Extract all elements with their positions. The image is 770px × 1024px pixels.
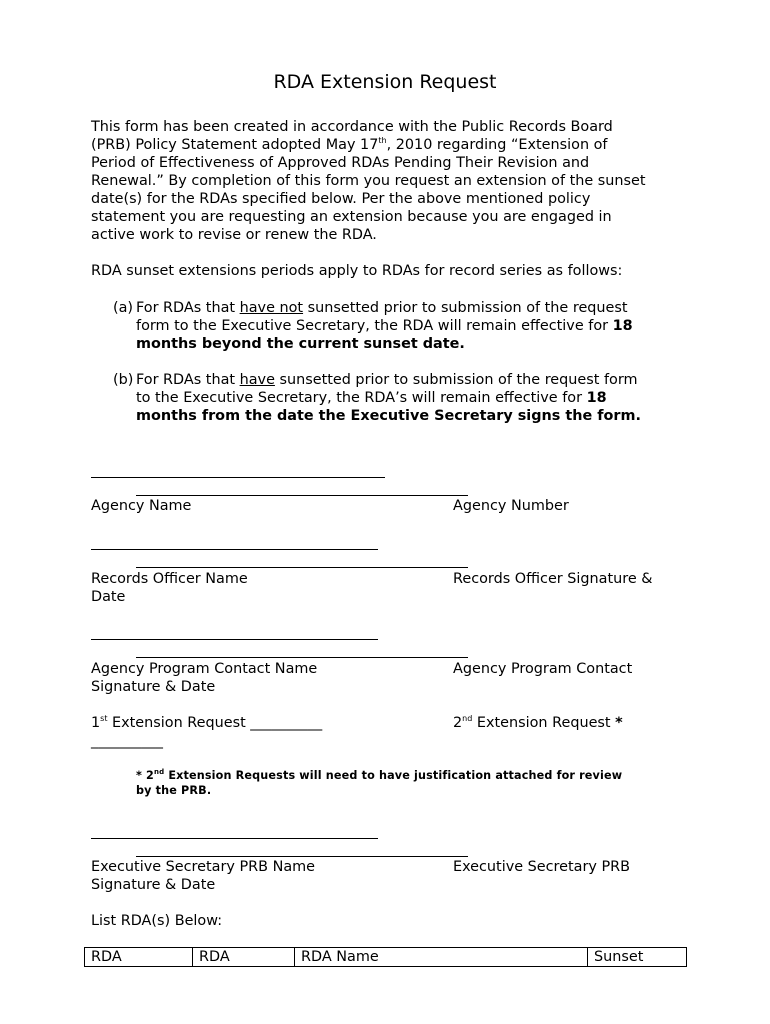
records-officer-signature-line[interactable] bbox=[136, 567, 468, 568]
intro-line: (PRB) Policy Statement adopted May 17th, 2010 regarding “Extension of bbox=[91, 136, 608, 153]
exec-secretary-signature-line[interactable] bbox=[136, 856, 468, 857]
intro-paragraph bbox=[91, 118, 686, 244]
program-contact-name-line[interactable] bbox=[91, 639, 378, 640]
apply-text: RDA sunset extensions periods apply to RDAs for record series as follows: bbox=[91, 263, 623, 279]
intro-line: Period of Effectiveness of Approved RDAs Pending Their Revision and bbox=[91, 155, 590, 171]
records-officer-signature-label: Records Officer Signature & bbox=[453, 571, 653, 587]
agency-name-line[interactable] bbox=[91, 477, 385, 478]
table-header-cell: RDA bbox=[193, 948, 295, 967]
agency-number-label: Agency Number bbox=[453, 498, 569, 514]
program-contact-label: Agency Program Contact bbox=[453, 661, 633, 677]
intro-line: Renewal.” By completion of this form you request an extension of the sunset bbox=[91, 173, 646, 189]
exec-secretary-signature-label: Signature & Date bbox=[91, 877, 216, 893]
table-header-cell: Sunset bbox=[588, 948, 687, 967]
second-extension-request[interactable]: 2nd Extension Request * bbox=[453, 714, 623, 731]
page-title: RDA Extension Request bbox=[273, 71, 497, 93]
second-request-note: * 2nd Extension Requests will need to have justification attached for review by the PRB. bbox=[136, 768, 623, 797]
item-marker: (a) bbox=[113, 300, 134, 316]
exec-secretary-name-line[interactable] bbox=[91, 838, 378, 839]
intro-line: date(s) for the RDAs specified below. Per the above mentioned policy bbox=[91, 191, 591, 207]
records-officer-name-line[interactable] bbox=[91, 549, 378, 550]
item-b-text: For RDAs that have sunsetted prior to submission of the request form to the Executive Secretary, the RDA’s will remain effective for 18 months from the date the Executive Secretary signs the form. bbox=[136, 372, 641, 424]
rda-table bbox=[84, 947, 687, 967]
intro-line: statement you are requesting an extension because you are engaged in bbox=[91, 209, 612, 225]
table-header-cell: RDA Name bbox=[295, 948, 588, 967]
exec-secretary-label: Executive Secretary PRB bbox=[453, 859, 631, 875]
list-rda-label: List RDA(s) Below: bbox=[91, 913, 223, 929]
program-contact-name-label: Agency Program Contact Name bbox=[91, 661, 318, 677]
intro-line: active work to revise or renew the RDA. bbox=[91, 227, 377, 243]
table-header-row bbox=[85, 948, 687, 967]
table-header-cell: RDA bbox=[85, 948, 193, 967]
item-marker: (b) bbox=[113, 372, 134, 388]
intro-line: This form has been created in accordance with the Public Records Board bbox=[91, 119, 613, 135]
first-extension-request-cont[interactable]: __________ bbox=[91, 733, 163, 749]
item-a-text: For RDAs that have not sunsetted prior to submission of the request form to the Executive Secretary, the RDA will remain effective for 18 months beyond the current sunset date. bbox=[136, 300, 633, 352]
exec-secretary-name-label: Executive Secretary PRB Name bbox=[91, 859, 316, 875]
agency-number-line[interactable] bbox=[136, 495, 468, 496]
program-contact-signature-label: Signature & Date bbox=[91, 679, 216, 695]
records-officer-date-label: Date bbox=[91, 589, 126, 605]
agency-name-label: Agency Name bbox=[91, 498, 192, 514]
first-extension-request[interactable]: 1st Extension Request __________ bbox=[91, 714, 323, 731]
program-contact-signature-line[interactable] bbox=[136, 657, 468, 658]
records-officer-name-label: Records Officer Name bbox=[91, 571, 248, 587]
